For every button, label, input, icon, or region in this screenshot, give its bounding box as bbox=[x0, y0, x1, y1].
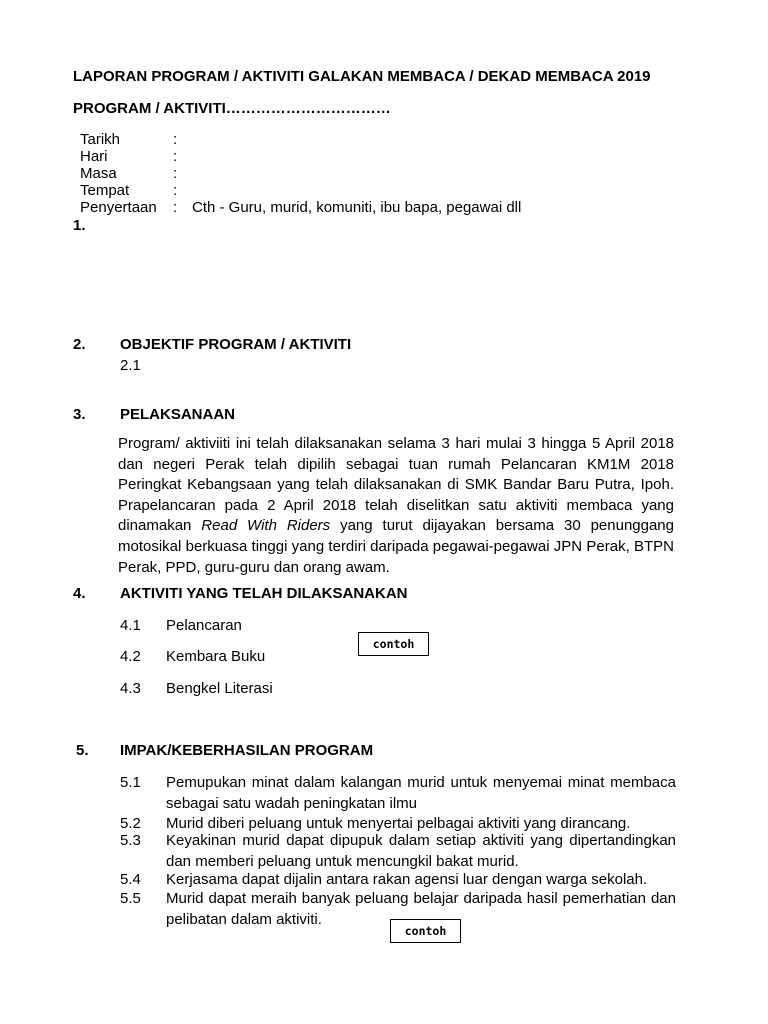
impact-number: 5.2 bbox=[120, 815, 141, 832]
info-label-penyertaan: Penyertaan bbox=[80, 199, 157, 216]
info-label-tempat: Tempat bbox=[80, 182, 130, 199]
activity-number: 4.1 bbox=[120, 617, 141, 634]
impact-number: 5.5 bbox=[120, 890, 141, 907]
section-1-number: 1. bbox=[73, 217, 86, 234]
impact-text: Murid diberi peluang untuk menyertai pelbagai aktiviti yang dirancang. bbox=[166, 815, 631, 832]
impact-text: Pemupukan minat dalam kalangan murid untuk menyemai minat membaca sebagai satu wadah peningkatan ilmu bbox=[166, 774, 676, 812]
impact-number: 5.3 bbox=[120, 832, 141, 849]
info-value-penyertaan: Cth - Guru, murid, komuniti, ibu bapa, pegawai dll bbox=[192, 199, 522, 216]
program-line: PROGRAM / AKTIVITI…………………………… bbox=[73, 100, 391, 117]
document-title: LAPORAN PROGRAM / AKTIVITI GALAKAN MEMBACA / DEKAD MEMBACA 2019 bbox=[73, 68, 651, 85]
impact-number: 5.1 bbox=[120, 774, 141, 791]
info-colon: : bbox=[173, 148, 178, 165]
activity-text: Bengkel Literasi bbox=[166, 680, 273, 697]
section-4-heading: AKTIVITI YANG TELAH DILAKSANAKAN bbox=[120, 585, 408, 602]
activity-text: Kembara Buku bbox=[166, 648, 266, 665]
impact-text: Murid dapat meraih banyak peluang belajar daripada hasil pemerhatian dan pelibatan dalam aktiviti. bbox=[166, 890, 676, 928]
activity-number: 4.3 bbox=[120, 680, 141, 697]
paragraph-text: yang turut dijayakan bersama 30 penunggang motosikal berkuasa tinggi yang terdiri daripada pegawai-pegawai JPN Perak, BTPN Perak, PPD, guru-guru dan orang awam. bbox=[118, 517, 674, 576]
info-colon: : bbox=[173, 131, 178, 148]
section-3-number: 3. bbox=[73, 406, 86, 423]
info-colon: : bbox=[173, 199, 178, 216]
paragraph-italic-name: Read With Riders bbox=[201, 517, 331, 535]
info-colon: : bbox=[173, 182, 178, 199]
info-label-masa: Masa bbox=[80, 165, 117, 182]
objective-item: 2.1 bbox=[120, 357, 141, 374]
info-colon: : bbox=[173, 165, 178, 182]
section-2-number: 2. bbox=[73, 336, 86, 353]
section-4-number: 4. bbox=[73, 585, 86, 602]
contoh-label-box: contoh bbox=[390, 919, 461, 943]
section-5-heading: IMPAK/KEBERHASILAN PROGRAM bbox=[120, 742, 374, 759]
paragraph-text: Program/ aktiviiti ini telah dilaksanakan selama 3 hari mulai 3 hingga 5 April 2018 dan negeri Perak telah dipilih sebagai tuan rumah Pelancaran KM1M 2018 Peringkat Kebangsaan yang telah dilaksanakan di SMK Bandar Baru Putra, Ipoh. Prapelancaran pada 2 April 2018 telah diselitkan satu aktiviti membaca yang dinamakan bbox=[118, 435, 674, 535]
impact-text: Keyakinan murid dapat dipupuk dalam setiap aktiviti yang dipertandingkan dan memberi peluang untuk mencungkil bakat murid. bbox=[166, 832, 676, 870]
impact-item bbox=[120, 831, 676, 872]
impact-number: 5.4 bbox=[120, 871, 141, 888]
impact-item bbox=[120, 870, 676, 891]
activity-number: 4.2 bbox=[120, 648, 141, 665]
implementation-paragraph bbox=[118, 434, 674, 578]
impact-text: Kerjasama dapat dijalin antara rakan agensi luar dengan warga sekolah. bbox=[166, 871, 648, 888]
info-label-tarikh: Tarikh bbox=[80, 131, 121, 148]
section-2-heading: OBJEKTIF PROGRAM / AKTIVITI bbox=[120, 336, 352, 353]
activity-text: Pelancaran bbox=[166, 617, 242, 634]
info-label-hari: Hari bbox=[80, 148, 108, 165]
impact-item bbox=[120, 773, 676, 814]
contoh-label-box: contoh bbox=[358, 632, 429, 656]
section-3-heading: PELAKSANAAN bbox=[120, 406, 236, 423]
section-5-number: 5. bbox=[76, 742, 89, 759]
